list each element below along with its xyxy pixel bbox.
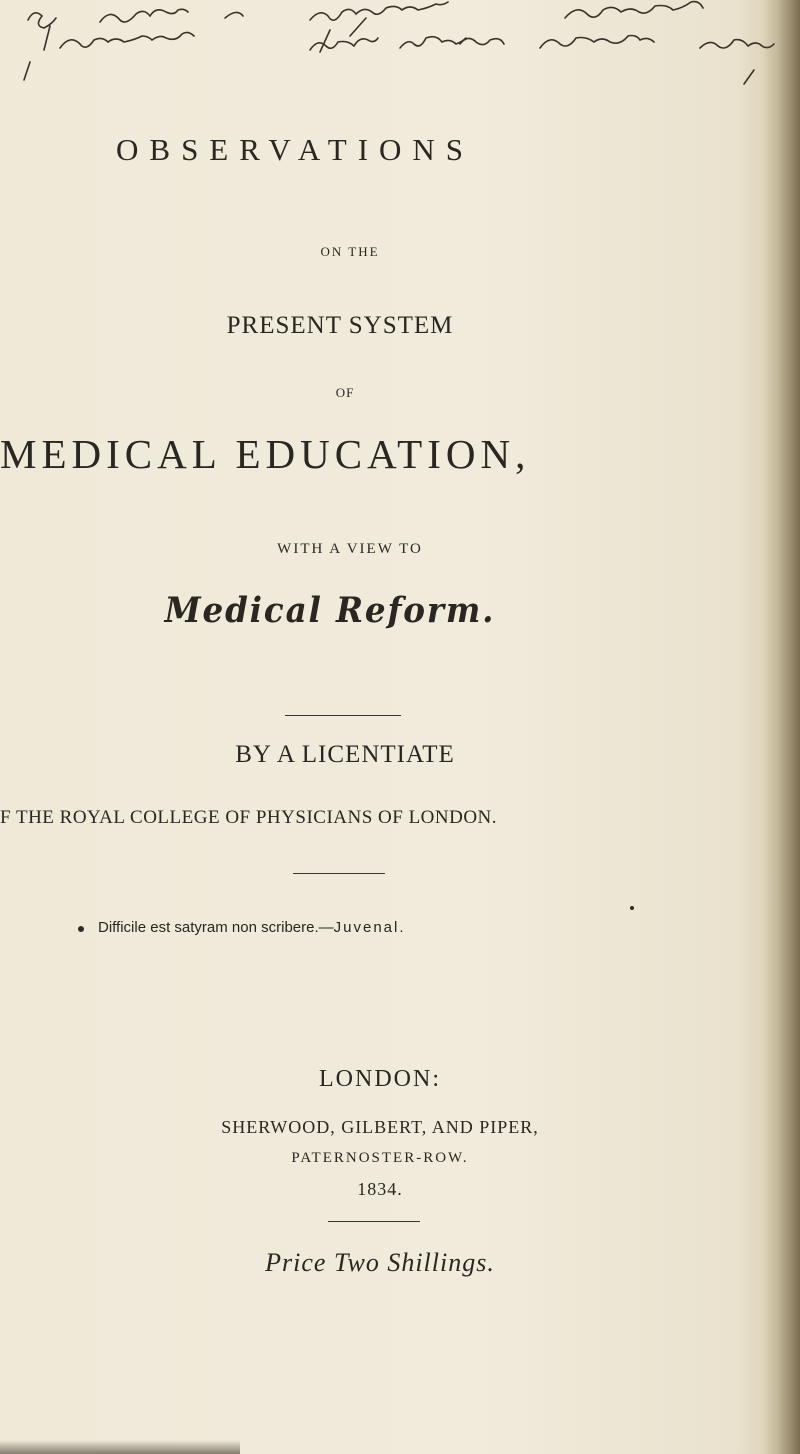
title: OBSERVATIONS xyxy=(116,132,475,167)
college-line: F THE ROYAL COLLEGE OF PHYSICIANS OF LONDON. xyxy=(0,807,498,828)
author-line: BY A LICENTIATE xyxy=(235,741,455,768)
with-view-line: WITH A VIEW TO xyxy=(277,541,423,557)
imprint-city: LONDON: xyxy=(319,1066,441,1092)
of-line: OF xyxy=(335,385,355,400)
ink-speck xyxy=(630,906,634,910)
epigraph-author: Juvenal. xyxy=(333,919,406,936)
epigraph xyxy=(98,919,406,936)
handwritten-inscription xyxy=(0,0,800,90)
present-system-line: PRESENT SYSTEM xyxy=(226,312,454,339)
epigraph-text: Difficile est satyram non scribere.— xyxy=(98,919,334,936)
price-line: Price Two Shillings. xyxy=(265,1248,495,1277)
medical-reform-blackletter: Medical Reform. xyxy=(164,590,496,631)
imprint-publishers: SHERWOOD, GILBERT, AND PIPER, xyxy=(221,1117,539,1137)
page-edge-shadow xyxy=(762,0,800,1454)
imprint-street: PATERNOSTER-ROW. xyxy=(291,1150,469,1166)
page-bottom-shadow xyxy=(0,1440,240,1454)
medical-education-line: MEDICAL EDUCATION, xyxy=(0,431,531,477)
divider-rule xyxy=(293,873,385,874)
divider-rule xyxy=(285,715,401,716)
on-the-line: ON THE xyxy=(320,244,380,259)
imprint-year: 1834. xyxy=(357,1179,403,1199)
ink-speck xyxy=(78,926,84,932)
divider-rule xyxy=(328,1221,420,1222)
